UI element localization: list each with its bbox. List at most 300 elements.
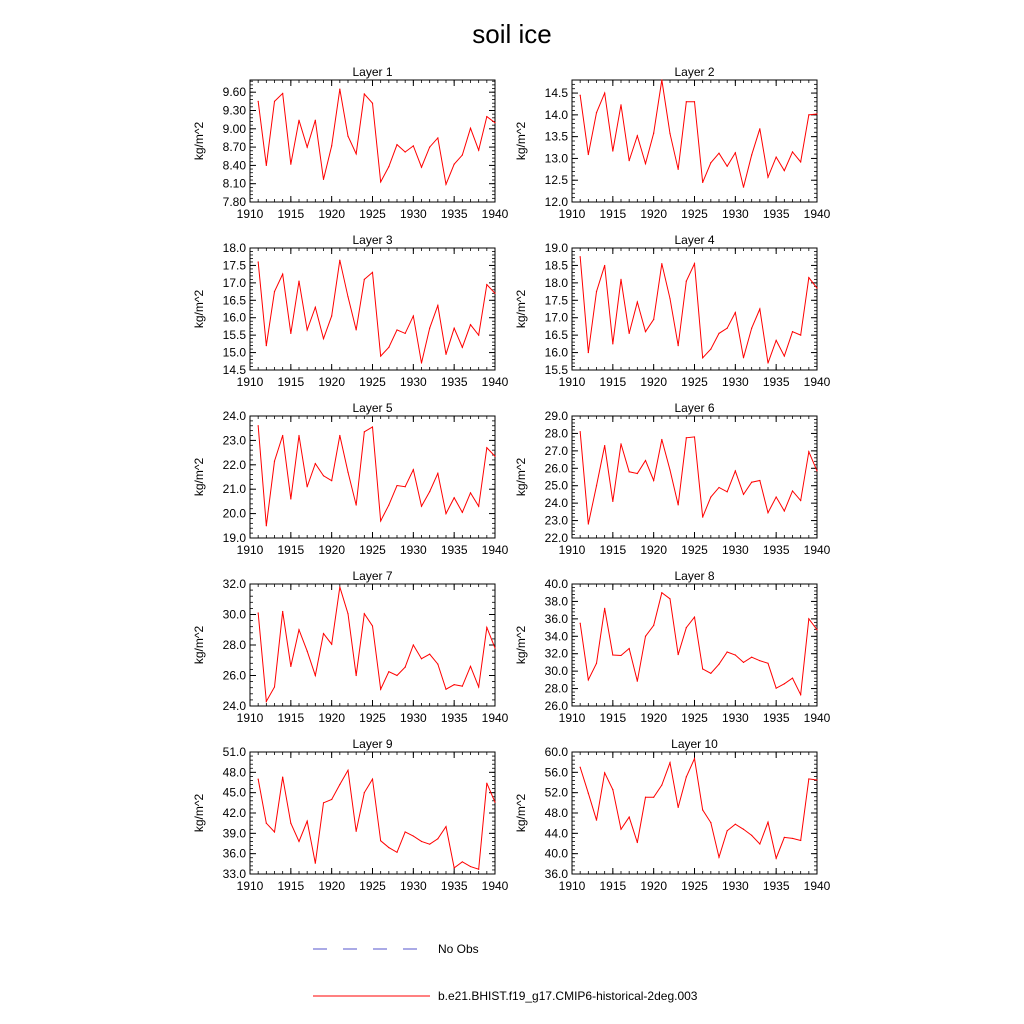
- data-point: [347, 613, 348, 614]
- y-tick-label: 14.5: [222, 363, 246, 377]
- data-point: [580, 767, 581, 768]
- plot-frame: [250, 752, 495, 874]
- y-tick-label: 7.80: [222, 195, 246, 209]
- plot-frame: [250, 416, 495, 538]
- data-point: [710, 822, 711, 823]
- data-point: [816, 113, 817, 114]
- data-point: [290, 498, 291, 499]
- data-point: [445, 354, 446, 355]
- data-point: [331, 480, 332, 481]
- legend-model-label: b.e21.BHIST.f19_g17.CMIP6-historical-2deg.003: [438, 989, 698, 1003]
- y-axis-label: kg/m^2: [192, 289, 206, 329]
- data-point: [678, 345, 679, 346]
- y-tick-label: 22.0: [544, 531, 568, 545]
- y-tick-label: 16.5: [544, 328, 568, 343]
- data-point: [347, 296, 348, 297]
- y-tick-label: 28.0: [544, 426, 568, 441]
- y-tick-label: 28.0: [544, 681, 568, 696]
- data-point: [331, 799, 332, 800]
- data-point: [808, 778, 809, 779]
- plot-frame: [250, 80, 495, 202]
- data-point: [710, 162, 711, 163]
- panel-4: [514, 233, 831, 389]
- data-point: [274, 461, 275, 462]
- plot-frame: [250, 584, 495, 706]
- data-point: [588, 679, 589, 680]
- data-point: [372, 625, 373, 626]
- y-tick-label: 60.0: [544, 745, 568, 759]
- data-point: [645, 331, 646, 332]
- data-point: [486, 116, 487, 117]
- data-point: [816, 287, 817, 288]
- data-point: [735, 470, 736, 471]
- data-point: [454, 867, 455, 868]
- y-tick-label: 17.0: [544, 310, 568, 325]
- data-point: [298, 120, 299, 121]
- series-line: [258, 89, 495, 184]
- data-point: [396, 144, 397, 145]
- x-tick-label: 1915: [277, 879, 305, 893]
- y-axis-label: kg/m^2: [514, 121, 528, 161]
- x-tick-label: 1930: [721, 375, 749, 389]
- x-tick-label: 1930: [721, 711, 749, 725]
- data-point: [743, 494, 744, 495]
- plot-frame: [250, 248, 495, 370]
- data-point: [735, 312, 736, 313]
- data-point: [347, 136, 348, 137]
- data-point: [494, 647, 495, 648]
- data-point: [792, 490, 793, 491]
- data-point: [776, 688, 777, 689]
- x-tick-label: 1925: [359, 711, 386, 725]
- y-axis-label: kg/m^2: [514, 625, 528, 665]
- y-tick-label: 44.0: [544, 826, 568, 841]
- y-axis-label: kg/m^2: [514, 793, 528, 833]
- y-tick-label: 24.0: [222, 409, 246, 423]
- data-point: [612, 150, 613, 151]
- x-tick-label: 1910: [558, 711, 586, 725]
- panel-title: Layer 4: [674, 233, 715, 247]
- panel-title: Layer 1: [352, 65, 393, 79]
- data-point: [694, 436, 695, 437]
- data-point: [604, 265, 605, 266]
- data-point: [743, 357, 744, 358]
- data-point: [727, 651, 728, 652]
- data-point: [596, 291, 597, 292]
- data-point: [751, 482, 752, 483]
- x-tick-label: 1910: [236, 543, 264, 557]
- data-point: [470, 492, 471, 493]
- x-tick-label: 1910: [236, 879, 264, 893]
- data-point: [405, 151, 406, 152]
- data-point: [727, 830, 728, 831]
- y-tick-label: 24.0: [544, 496, 568, 511]
- plot-frame: [572, 584, 817, 706]
- data-point: [356, 329, 357, 330]
- data-point: [380, 689, 381, 690]
- data-point: [266, 165, 267, 166]
- data-point: [445, 689, 446, 690]
- data-point: [282, 274, 283, 275]
- y-tick-label: 32.0: [222, 577, 246, 591]
- data-point: [494, 293, 495, 294]
- data-point: [315, 120, 316, 121]
- y-tick-label: 26.0: [544, 699, 568, 713]
- data-point: [743, 829, 744, 830]
- data-point: [800, 694, 801, 695]
- data-point: [653, 625, 654, 626]
- data-point: [580, 623, 581, 624]
- data-point: [339, 89, 340, 90]
- y-tick-label: 15.0: [222, 345, 246, 360]
- x-tick-label: 1935: [762, 375, 790, 389]
- data-point: [759, 128, 760, 129]
- data-point: [290, 666, 291, 667]
- x-tick-label: 1920: [318, 543, 346, 557]
- data-point: [470, 324, 471, 325]
- y-tick-label: 39.0: [222, 826, 246, 841]
- data-point: [364, 279, 365, 280]
- data-point: [596, 820, 597, 821]
- x-tick-label: 1920: [640, 879, 668, 893]
- data-point: [323, 475, 324, 476]
- data-point: [686, 101, 687, 102]
- x-tick-label: 1920: [318, 375, 346, 389]
- data-point: [588, 523, 589, 524]
- data-point: [808, 451, 809, 452]
- x-tick-label: 1920: [640, 207, 668, 221]
- data-point: [580, 431, 581, 432]
- y-tick-label: 20.0: [222, 506, 246, 521]
- x-tick-label: 1920: [318, 711, 346, 725]
- data-point: [258, 101, 259, 102]
- data-point: [405, 667, 406, 668]
- data-point: [710, 348, 711, 349]
- data-point: [323, 633, 324, 634]
- y-tick-label: 14.5: [544, 86, 568, 101]
- y-tick-label: 12.5: [544, 173, 568, 188]
- data-point: [282, 776, 283, 777]
- data-point: [486, 783, 487, 784]
- data-point: [759, 480, 760, 481]
- panel-title: Layer 2: [674, 65, 715, 79]
- panel-title: Layer 8: [674, 569, 715, 583]
- data-point: [629, 333, 630, 334]
- data-point: [454, 684, 455, 685]
- data-point: [486, 627, 487, 628]
- data-point: [486, 447, 487, 448]
- y-tick-label: 17.0: [222, 275, 246, 290]
- x-tick-label: 1915: [277, 207, 305, 221]
- data-point: [429, 654, 430, 655]
- data-point: [470, 666, 471, 667]
- x-tick-label: 1910: [236, 375, 264, 389]
- data-point: [405, 333, 406, 334]
- x-tick-label: 1935: [440, 375, 468, 389]
- data-point: [694, 101, 695, 102]
- panel-5: [192, 401, 509, 557]
- x-tick-label: 1920: [640, 375, 668, 389]
- y-tick-label: 48.0: [544, 806, 568, 820]
- x-tick-label: 1915: [599, 543, 627, 557]
- x-tick-label: 1930: [721, 879, 749, 893]
- data-point: [596, 663, 597, 664]
- x-tick-label: 1910: [558, 543, 586, 557]
- data-point: [298, 629, 299, 630]
- data-point: [339, 586, 340, 587]
- data-point: [380, 520, 381, 521]
- data-point: [588, 154, 589, 155]
- data-point: [494, 122, 495, 123]
- data-point: [661, 592, 662, 593]
- data-point: [702, 668, 703, 669]
- x-tick-label: 1925: [359, 375, 386, 389]
- data-point: [323, 179, 324, 180]
- x-tick-label: 1935: [440, 543, 468, 557]
- panel-3: [192, 233, 509, 389]
- data-point: [759, 843, 760, 844]
- x-tick-label: 1940: [481, 375, 509, 389]
- y-tick-label: 27.0: [544, 443, 568, 458]
- data-point: [784, 837, 785, 838]
- x-tick-label: 1925: [359, 543, 386, 557]
- data-point: [727, 328, 728, 329]
- x-tick-label: 1910: [558, 879, 586, 893]
- data-point: [735, 654, 736, 655]
- data-point: [702, 809, 703, 810]
- x-tick-label: 1920: [318, 879, 346, 893]
- y-tick-label: 52.0: [544, 785, 568, 800]
- y-tick-label: 36.0: [544, 611, 568, 626]
- y-tick-label: 18.0: [222, 241, 246, 255]
- data-point: [356, 153, 357, 154]
- data-point: [653, 797, 654, 798]
- data-point: [718, 664, 719, 665]
- panel-9: [192, 737, 509, 893]
- data-point: [421, 658, 422, 659]
- panel-2: [514, 65, 831, 221]
- data-point: [612, 789, 613, 790]
- series-line: [258, 587, 495, 701]
- data-point: [767, 663, 768, 664]
- data-point: [372, 103, 373, 104]
- data-point: [454, 497, 455, 498]
- x-tick-label: 1920: [640, 711, 668, 725]
- data-point: [454, 328, 455, 329]
- legend-no-obs-label: No Obs: [438, 942, 479, 956]
- data-point: [380, 840, 381, 841]
- data-point: [604, 92, 605, 93]
- x-tick-label: 1935: [762, 543, 790, 557]
- data-point: [356, 504, 357, 505]
- data-point: [637, 135, 638, 136]
- plot-frame: [572, 80, 817, 202]
- data-point: [604, 772, 605, 773]
- data-point: [462, 347, 463, 348]
- data-point: [710, 496, 711, 497]
- x-tick-label: 1940: [803, 207, 831, 221]
- data-point: [784, 170, 785, 171]
- data-point: [282, 435, 283, 436]
- data-point: [307, 329, 308, 330]
- data-point: [266, 525, 267, 526]
- data-point: [718, 487, 719, 488]
- data-point: [735, 152, 736, 153]
- data-point: [702, 516, 703, 517]
- x-tick-label: 1935: [762, 207, 790, 221]
- y-tick-label: 16.0: [544, 345, 568, 360]
- data-point: [743, 662, 744, 663]
- data-point: [437, 473, 438, 474]
- data-point: [380, 355, 381, 356]
- data-point: [669, 762, 670, 763]
- data-point: [266, 701, 267, 702]
- y-tick-label: 40.0: [544, 846, 568, 861]
- data-point: [800, 161, 801, 162]
- data-point: [298, 841, 299, 842]
- data-point: [282, 611, 283, 612]
- data-point: [347, 770, 348, 771]
- x-tick-label: 1925: [681, 375, 708, 389]
- data-point: [718, 857, 719, 858]
- data-point: [816, 779, 817, 780]
- y-tick-label: 45.0: [222, 785, 246, 800]
- data-point: [274, 686, 275, 687]
- data-point: [454, 164, 455, 165]
- data-point: [727, 166, 728, 167]
- data-point: [735, 824, 736, 825]
- y-tick-label: 9.00: [222, 121, 246, 136]
- x-tick-label: 1915: [599, 375, 627, 389]
- x-tick-label: 1910: [236, 711, 264, 725]
- panel-title: Layer 5: [352, 401, 393, 415]
- y-tick-label: 21.0: [222, 482, 246, 497]
- panel-10: [514, 737, 831, 893]
- y-tick-label: 12.0: [544, 195, 568, 209]
- y-tick-label: 17.5: [544, 293, 568, 308]
- data-point: [792, 838, 793, 839]
- data-point: [580, 95, 581, 96]
- y-tick-label: 18.5: [544, 258, 568, 273]
- data-point: [347, 472, 348, 473]
- data-point: [380, 181, 381, 182]
- data-point: [751, 835, 752, 836]
- data-point: [686, 437, 687, 438]
- data-point: [645, 163, 646, 164]
- data-point: [307, 821, 308, 822]
- y-tick-label: 9.60: [222, 85, 246, 100]
- y-tick-label: 28.0: [222, 638, 246, 652]
- data-point: [767, 177, 768, 178]
- y-tick-label: 26.0: [222, 668, 246, 683]
- x-tick-label: 1925: [359, 207, 386, 221]
- data-point: [596, 485, 597, 486]
- data-point: [686, 776, 687, 777]
- data-point: [816, 629, 817, 630]
- data-point: [718, 153, 719, 154]
- data-point: [620, 829, 621, 830]
- data-point: [694, 758, 695, 759]
- data-point: [462, 512, 463, 513]
- data-point: [413, 469, 414, 470]
- data-point: [669, 598, 670, 599]
- panels: [192, 65, 831, 893]
- data-point: [710, 673, 711, 674]
- data-point: [678, 807, 679, 808]
- data-point: [470, 128, 471, 129]
- series-line: [580, 593, 817, 695]
- data-point: [629, 160, 630, 161]
- data-point: [653, 133, 654, 134]
- x-tick-label: 1915: [277, 543, 305, 557]
- data-point: [405, 831, 406, 832]
- data-point: [620, 279, 621, 280]
- data-point: [462, 154, 463, 155]
- data-point: [462, 686, 463, 687]
- y-tick-label: 8.70: [222, 140, 246, 155]
- y-tick-label: 14.0: [544, 107, 568, 122]
- data-point: [364, 792, 365, 793]
- y-tick-label: 23.0: [222, 433, 246, 448]
- data-point: [421, 841, 422, 842]
- x-tick-label: 1935: [440, 879, 468, 893]
- data-point: [620, 104, 621, 105]
- y-tick-label: 33.0: [222, 867, 246, 881]
- data-point: [686, 627, 687, 628]
- data-point: [808, 618, 809, 619]
- data-point: [661, 263, 662, 264]
- data-point: [290, 333, 291, 334]
- y-tick-label: 15.5: [222, 328, 246, 343]
- y-tick-label: 8.10: [222, 176, 246, 191]
- panel-title: Layer 7: [352, 569, 393, 583]
- x-tick-label: 1930: [399, 879, 427, 893]
- x-tick-label: 1940: [803, 543, 831, 557]
- data-point: [645, 636, 646, 637]
- data-point: [421, 506, 422, 507]
- data-point: [266, 345, 267, 346]
- y-tick-label: 18.0: [544, 275, 568, 290]
- data-point: [356, 831, 357, 832]
- y-tick-label: 16.5: [222, 293, 246, 308]
- data-point: [800, 500, 801, 501]
- x-tick-label: 1920: [318, 207, 346, 221]
- y-tick-label: 19.0: [222, 531, 246, 545]
- data-point: [751, 328, 752, 329]
- x-tick-label: 1930: [721, 207, 749, 221]
- series-line: [258, 426, 495, 526]
- data-point: [388, 671, 389, 672]
- x-tick-label: 1915: [599, 879, 627, 893]
- y-axis-label: kg/m^2: [192, 625, 206, 665]
- data-point: [702, 357, 703, 358]
- y-tick-label: 22.0: [222, 457, 246, 472]
- x-tick-label: 1940: [481, 207, 509, 221]
- data-point: [478, 869, 479, 870]
- panel-title: Layer 9: [352, 737, 393, 751]
- data-point: [421, 167, 422, 168]
- panel-title: Layer 6: [674, 401, 715, 415]
- data-point: [372, 779, 373, 780]
- y-tick-label: 9.30: [222, 103, 246, 118]
- data-point: [808, 277, 809, 278]
- y-tick-label: 17.5: [222, 258, 246, 273]
- x-tick-label: 1915: [277, 711, 305, 725]
- data-point: [678, 654, 679, 655]
- data-point: [588, 352, 589, 353]
- data-point: [396, 675, 397, 676]
- data-point: [388, 347, 389, 348]
